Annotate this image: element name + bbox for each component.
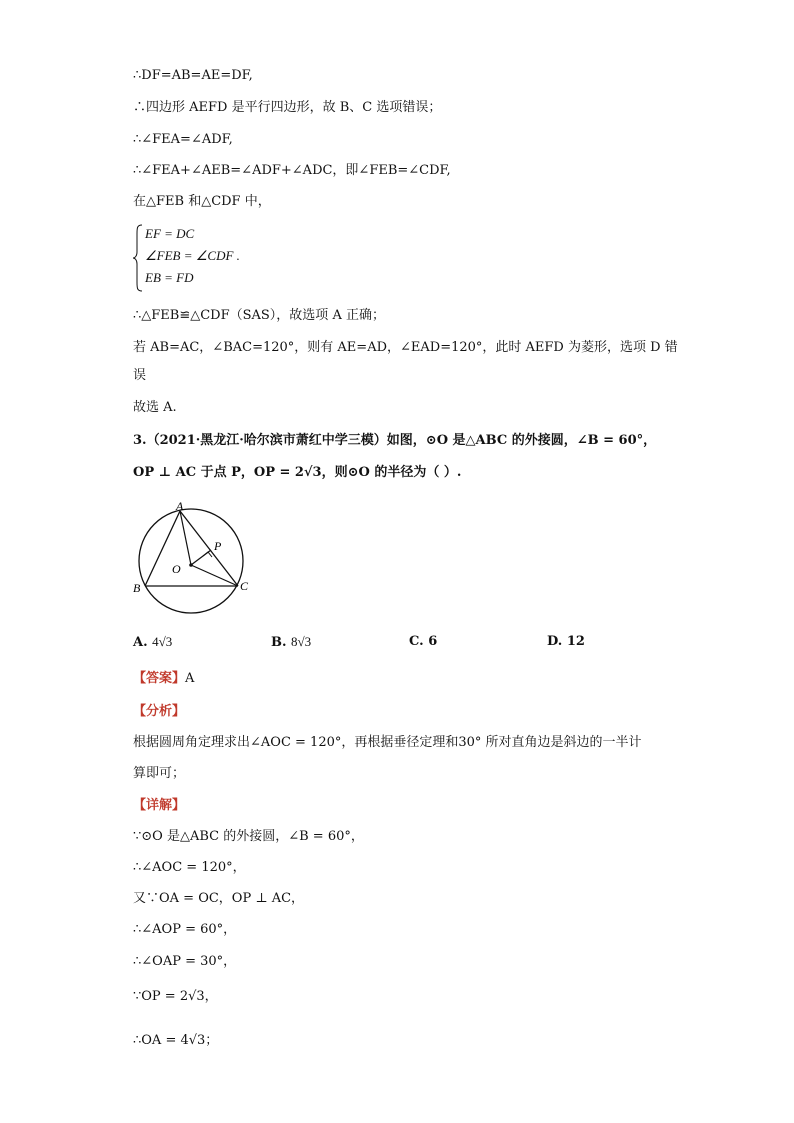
option-d: D. 12 bbox=[547, 634, 585, 649]
answer-line bbox=[133, 669, 194, 689]
step-line: 若 AB=AC，∠BAC=120°，则有 AE=AD，∠EAD=120°，此时 AEFD 为菱形，选项 D 错 bbox=[133, 340, 678, 355]
step-line: 在△FEB 和△CDF 中， bbox=[133, 194, 271, 209]
detail-line: ∴∠OAP = 30°， bbox=[133, 954, 237, 969]
option-a: A. 4√3 bbox=[133, 634, 173, 650]
center-point bbox=[189, 563, 193, 567]
detail-tag: 【详解】 bbox=[133, 798, 186, 813]
question-text: 3.（2021·黑龙江·哈尔滨市萧红中学三模）如图，⊙O 是△ABC 的外接圆，∠B = 60°， bbox=[133, 433, 657, 448]
analysis-tag: 【分析】 bbox=[133, 704, 186, 719]
equation-row: EB = FD bbox=[145, 270, 194, 285]
answer-value: A bbox=[185, 671, 195, 686]
segment-oc bbox=[191, 565, 238, 586]
label-c: C bbox=[240, 579, 249, 593]
answer-tag: 【答案】 bbox=[133, 671, 186, 686]
detail-line: ∴OA = 4√3； bbox=[133, 1033, 219, 1048]
detail-line: ∵OP = 2√3， bbox=[133, 989, 218, 1004]
label-p: P bbox=[214, 539, 222, 553]
step-line: ∴∠FEA=∠ADF, bbox=[133, 132, 233, 147]
circle-figure bbox=[128, 500, 253, 620]
step-line: ∴∠FEA+∠AEB=∠ADF+∠ADC，即∠FEB=∠CDF, bbox=[133, 163, 451, 178]
brace-icon bbox=[133, 224, 143, 292]
question-text: OP ⊥ AC 于点 P，OP = 2√3，则⊙O 的半径为（ ）. bbox=[133, 465, 462, 480]
analysis-text: 算即可； bbox=[133, 766, 186, 781]
step-line: 误 bbox=[133, 368, 147, 383]
detail-line: 又∵OA = OC，OP ⊥ AC， bbox=[133, 891, 305, 906]
label-o: O bbox=[172, 562, 181, 576]
segment-ac bbox=[180, 511, 238, 586]
step-line: ∴四边形 AEFD 是平行四边形，故 B、C 选项错误； bbox=[133, 100, 442, 115]
equation-row: ∠FEB = ∠CDF . bbox=[145, 248, 240, 263]
step-line: 故选 A. bbox=[133, 400, 177, 415]
label-a: A bbox=[176, 500, 184, 513]
detail-line: ∴∠AOP = 60°， bbox=[133, 922, 237, 937]
detail-line: ∴∠AOC = 120°， bbox=[133, 860, 246, 875]
right-angle-mark bbox=[203, 552, 212, 557]
equation-row: EF = DC bbox=[145, 226, 195, 241]
step-line: ∴DF=AB=AE=DF, bbox=[133, 68, 253, 83]
option-b: B. 8√3 bbox=[271, 634, 312, 650]
equation-system bbox=[133, 224, 293, 292]
analysis-text: 根据圆周角定理求出∠AOC = 120°，再根据垂径定理和30° 所对直角边是斜边的一半计 bbox=[133, 735, 642, 750]
label-b: B bbox=[133, 581, 141, 595]
step-line: ∴△FEB≌△CDF（SAS），故选项 A 正确； bbox=[133, 308, 385, 323]
detail-line: ∵⊙O 是△ABC 的外接圆，∠B = 60°， bbox=[133, 829, 364, 844]
option-c: C. 6 bbox=[409, 634, 438, 649]
